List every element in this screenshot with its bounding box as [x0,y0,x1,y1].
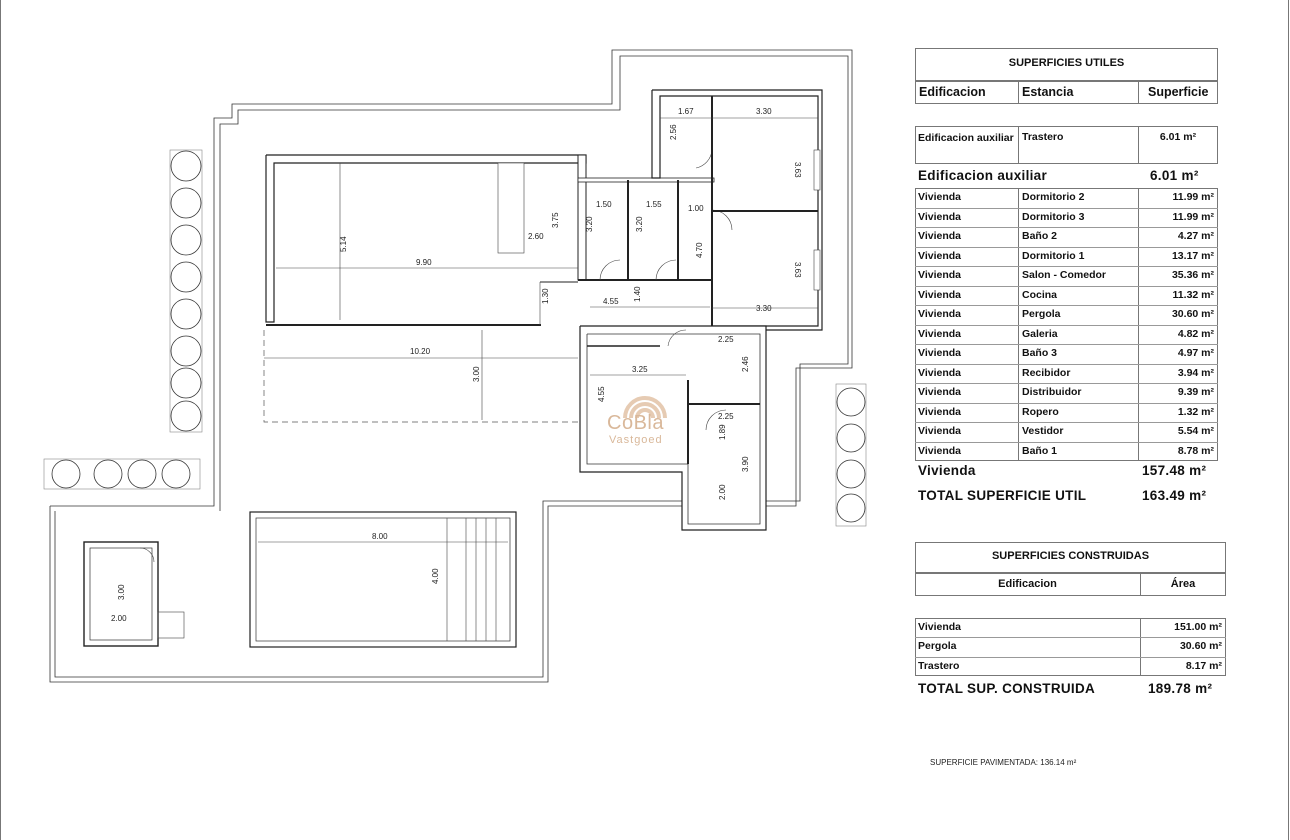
table-cell: 30.60 m² [1179,640,1222,653]
table-cell: 35.36 m² [1171,269,1214,281]
table-cell: 4.82 m² [1177,327,1214,340]
table-cell: Baño 1 [1022,444,1058,457]
row-divider [915,305,1218,306]
tree-row-right [836,384,866,526]
table-cell: Vivienda [918,621,961,633]
divider [1138,126,1139,164]
total-construida-label: TOTAL SUP. CONSTRUIDA [918,681,1096,696]
dim-label: 3.63 [793,262,802,278]
aux-estancia: Trastero [1022,131,1064,143]
row-divider [915,208,1218,209]
total-construida-value: 189.78 m² [1148,681,1213,696]
row-divider [915,227,1218,228]
table-cell: Vestidor [1022,425,1064,437]
table-cell: Vivienda [918,269,961,281]
table-cell: Cocina [1022,288,1058,301]
dim-label: 1.55 [646,200,662,209]
col-edificacion: Edificacion [919,85,986,99]
aux-total-value: 6.01 m² [1150,168,1199,183]
dim-label: 2.00 [718,484,727,500]
table-cell: 11.32 m² [1172,288,1214,301]
table-cell: Vivienda [918,230,961,242]
table-cell: 13.17 m² [1171,249,1214,262]
col-area: Área [1170,578,1196,590]
row-divider [915,286,1218,287]
dim-label: 5.14 [339,236,348,252]
dim-label: 10.20 [410,347,431,356]
table-cell: Vivienda [918,425,961,437]
table-cell: 4.97 m² [1177,347,1214,359]
table-cell: Distribuidor [1022,386,1082,398]
tree-row-left [170,150,202,432]
dim-label: 3.63 [793,162,802,178]
tree-row-bottom [44,459,200,489]
table-cell: Vivienda [918,288,961,301]
aux-total-label: Edificacion auxiliar [918,168,1048,183]
table-cell: Dormitorio 2 [1022,191,1085,203]
table-cell: 8.78 m² [1177,444,1214,457]
row-divider [915,247,1218,248]
table-cell: Vivienda [918,249,961,262]
dim-label: 1.67 [678,107,694,116]
table-cell: Pergola [1022,308,1061,320]
divider [1138,80,1139,104]
dim-label: 3.20 [585,216,594,232]
table-cell: Baño 3 [1022,347,1058,359]
dim-label: 3.75 [551,212,560,228]
row-divider [915,442,1218,443]
table-cell: 3.94 m² [1177,366,1214,379]
table-cell: 9.39 m² [1177,386,1214,398]
dim-label: 2.25 [718,335,734,344]
paved-area-note: SUPERFICIE PAVIMENTADA: 136.14 m² [930,758,1077,767]
col-edificacion-c: Edificacion [998,578,1057,590]
dim-label: 4.70 [695,242,704,258]
table-cell: 8.17 m² [1185,659,1222,672]
table-cell: Vivienda [918,405,961,418]
divider [1018,126,1019,164]
logo-subtitle: Vastgoed [609,434,663,446]
dim-label: 3.30 [756,107,772,116]
row-divider [915,364,1218,365]
page-border-right [1288,0,1289,840]
total-util-label: TOTAL SUPERFICIE UTIL [918,488,1087,503]
divider [1140,618,1141,676]
table-cell: 11.99 m² [1172,210,1214,223]
table-cell: Vivienda [918,347,961,359]
table-cell: Vivienda [918,308,961,320]
dim-label: 8.00 [372,532,388,541]
col-superficie: Superficie [1148,85,1209,99]
row-divider [915,637,1226,638]
divider [915,572,1226,574]
table-cell: Vivienda [918,444,961,457]
table-cell: Vivienda [918,386,961,398]
table-cell: 4.27 m² [1177,230,1214,242]
dim-label: 4.55 [603,297,619,306]
table-cell: Trastero [918,659,960,672]
dim-label: 3.00 [117,584,126,600]
table-cell: 11.99 m² [1172,191,1214,203]
dim-label: 4.55 [597,386,606,402]
dim-label: 4.00 [431,568,440,584]
table-cell: Vivienda [918,366,961,379]
dim-label: 1.00 [688,204,704,213]
dim-label: 3.90 [741,456,750,472]
dim-label: 3.30 [756,304,772,313]
dim-label: 2.60 [528,232,544,241]
logo-name: CoBla [607,412,664,434]
storage-building [84,542,184,646]
row-divider [915,266,1218,267]
table-cell: Vivienda [918,327,961,340]
row-divider [915,403,1218,404]
table-cell: 151.00 m² [1174,621,1222,633]
cobla-logo [607,390,687,450]
dim-label: 1.30 [541,288,550,304]
dim-label: 9.90 [416,258,432,267]
construidas-title: SUPERFICIES CONSTRUIDAS [991,550,1150,562]
table-cell: Dormitorio 3 [1022,210,1085,223]
table-cell: 5.54 m² [1177,425,1214,437]
aux-superficie: 6.01 m² [1159,131,1197,143]
dim-label: 3.20 [635,216,644,232]
table-cell: Ropero [1022,405,1059,418]
row-divider [915,344,1218,345]
table-cell: Baño 2 [1022,230,1058,242]
utiles-title: SUPERFICIES UTILES [1008,57,1125,69]
table-cell: 1.32 m² [1177,405,1214,418]
dim-label: 2.25 [718,412,734,421]
row-divider [915,383,1218,384]
total-util-value: 163.49 m² [1142,488,1207,503]
dim-label: 3.25 [632,365,648,374]
dim-label: 1.50 [596,200,612,209]
dim-label: 2.00 [111,614,127,623]
dim-label: 3.00 [472,366,481,382]
dim-label: 2.46 [741,356,750,372]
table-cell: Recibidor [1022,366,1071,379]
row-divider [915,422,1218,423]
row-divider [915,657,1226,658]
table-cell: Galeria [1022,327,1058,340]
vivienda-total-label: Vivienda [918,463,976,478]
pergola-outline [264,330,580,422]
row-divider [915,325,1218,326]
vivienda-total-value: 157.48 m² [1142,463,1207,478]
dim-label: 1.89 [718,424,727,440]
table-cell: Dormitorio 1 [1022,249,1085,262]
dim-label: 1.40 [633,286,642,302]
table-cell: Pergola [918,640,957,653]
col-estancia: Estancia [1022,85,1074,99]
table-cell: Salon - Comedor [1022,269,1107,281]
divider [915,80,1218,82]
aux-edif: Edificacion auxiliar [918,132,1014,144]
dim-label: 2.56 [669,124,678,140]
divider [1018,80,1019,104]
table-cell: 30.60 m² [1171,308,1214,320]
table-cell: Vivienda [918,191,961,203]
main-house [266,90,822,530]
table-cell: Vivienda [918,210,961,223]
